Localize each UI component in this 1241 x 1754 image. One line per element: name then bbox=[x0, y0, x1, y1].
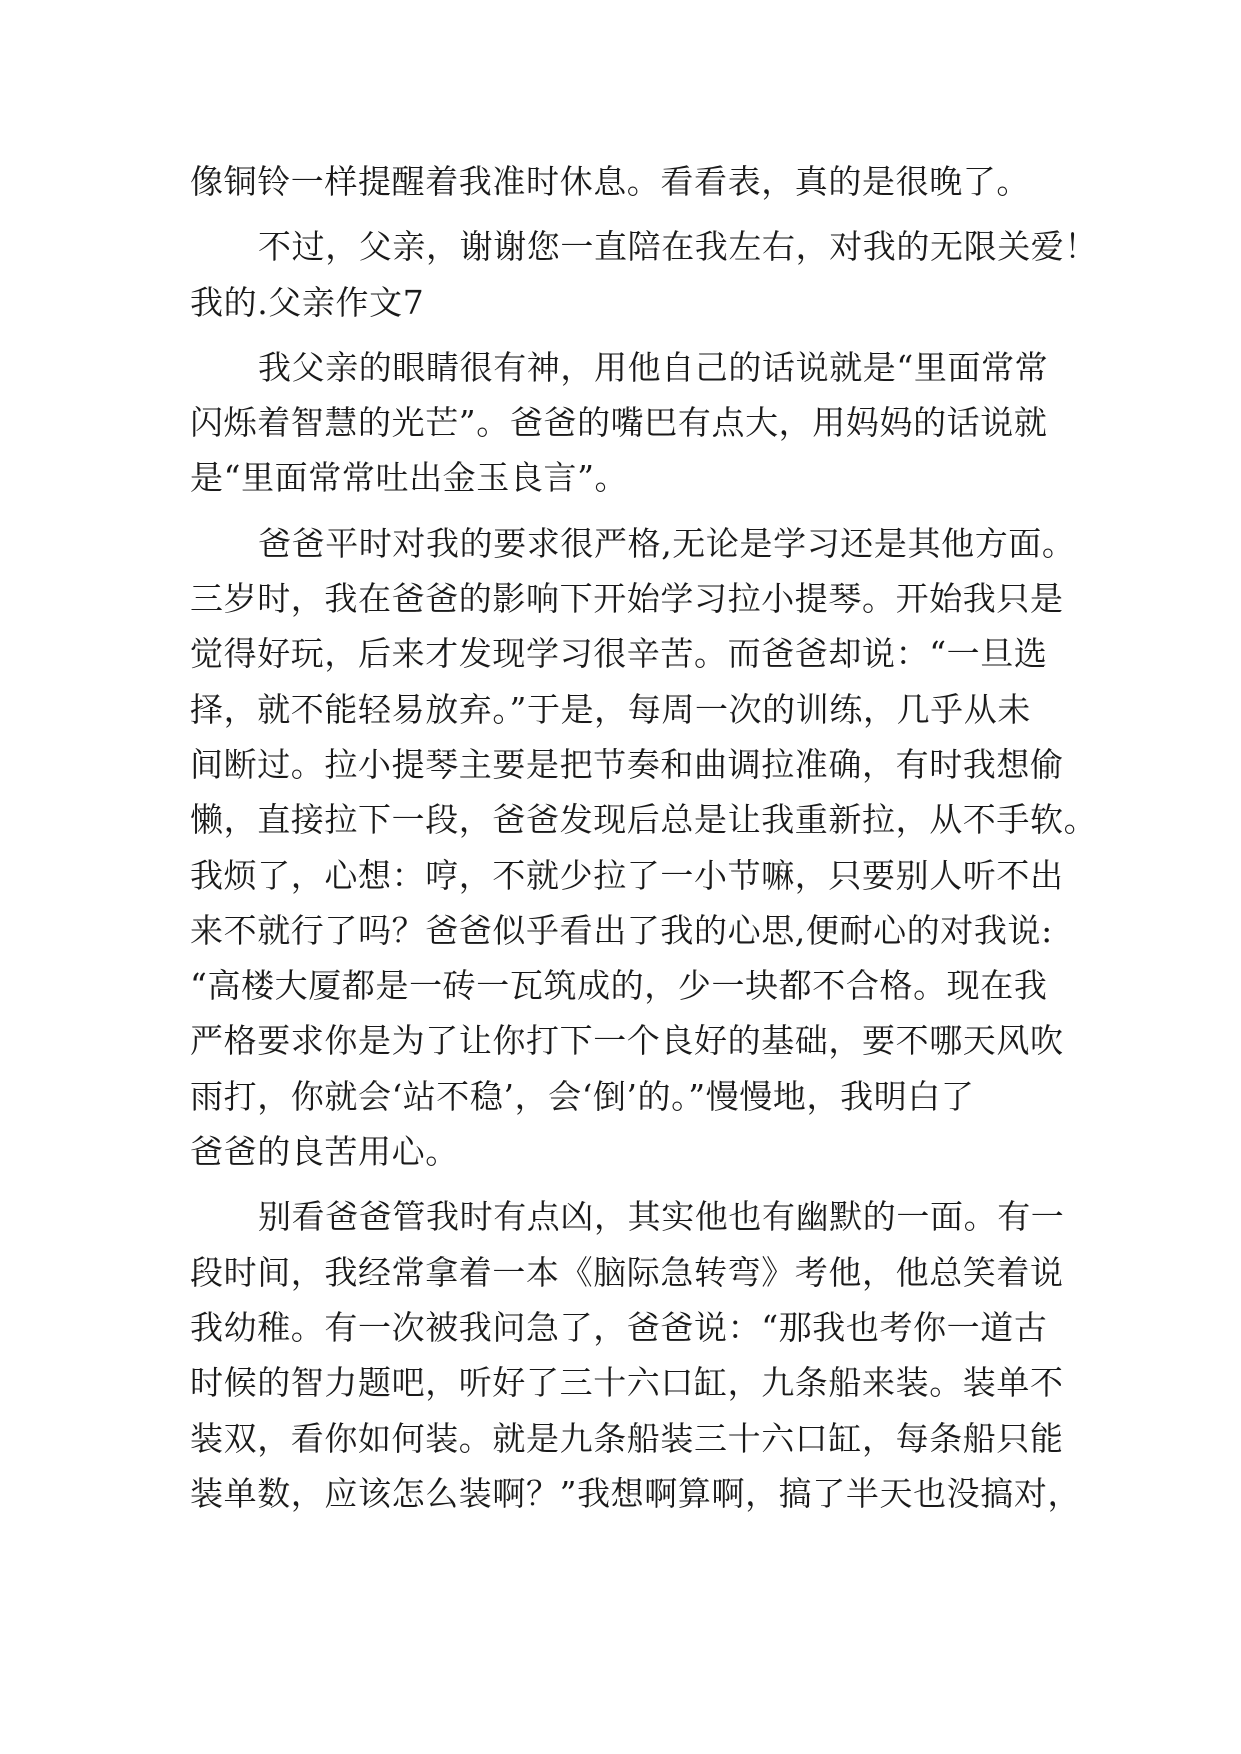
text-line: 懒，直接拉下一段，爸爸发现后总是让我重新拉，从不手软。 bbox=[190, 800, 1098, 840]
text-line: 装单数，应该怎么装啊？”我想啊算啊，搞了半天也没搞对， bbox=[190, 1473, 1082, 1513]
text-line: 间断过。拉小提琴主要是把节奏和曲调拉准确，有时我想偷 bbox=[190, 744, 1064, 784]
text-line: 择，就不能轻易放弃。”于是，每周一次的训练，几乎从未 bbox=[190, 689, 1031, 729]
text-line: 不过，父亲，谢谢您一直陪在我左右，对我的无限关爱！ bbox=[258, 227, 1098, 267]
text-line: 段时间，我经常拿着一本《脑际急转弯》考他，他总笑着说 bbox=[190, 1252, 1064, 1292]
text-line: 严格要求你是为了让你打下一个良好的基础，要不哪天风吹 bbox=[190, 1021, 1064, 1061]
text-line: 别看爸爸管我时有点凶，其实他也有幽默的一面。有一 bbox=[258, 1197, 1065, 1237]
text-line: 是“里面常常吐出金玉良言”。 bbox=[190, 458, 629, 498]
text-line: 时候的智力题吧，听好了三十六口缸，九条船来装。装单不 bbox=[190, 1363, 1064, 1403]
text-line: 像铜铃一样提醒着我准时休息。看看表，真的是很晚了。 bbox=[190, 162, 1030, 201]
text-line: 三岁时，我在爸爸的影响下开始学习拉小提琴。开始我只是 bbox=[190, 579, 1064, 619]
text-line: “高楼大厦都是一砖一瓦筑成的，少一块都不合格。现在我 bbox=[190, 966, 1048, 1006]
text-line: 我烦了，心想：哼，不就少拉了一小节嘛，只要别人听不出 bbox=[190, 855, 1064, 895]
text-line: 闪烁着智慧的光芒”。爸爸的嘴巴有点大，用妈妈的话说就 bbox=[190, 403, 1048, 443]
section-heading: 我的.父亲作文7 bbox=[190, 282, 425, 322]
text-line: 我父亲的眼睛很有神，用他自己的话说就是“里面常常 bbox=[258, 347, 1049, 387]
text-line: 觉得好玩，后来才发现学习很辛苦。而爸爸却说：“一旦选 bbox=[190, 634, 1048, 674]
text-line: 装双，看你如何装。就是九条船装三十六口缸，每条船只能 bbox=[190, 1418, 1064, 1458]
text-line: 爸爸的良苦用心。 bbox=[190, 1132, 459, 1172]
text-line: 爸爸平时对我的要求很严格,无论是学习还是其他方面。 bbox=[258, 523, 1076, 563]
text-line: 我幼稚。有一次被我问急了，爸爸说：“那我也考你一道古 bbox=[190, 1307, 1048, 1347]
text-line: 雨打，你就会‘站不稳’，会‘倒’的。”慢慢地，我明白了 bbox=[190, 1076, 975, 1116]
document-body bbox=[190, 154, 1098, 1521]
text-line: 来不就行了吗？爸爸似乎看出了我的心思,便耐心的对我说: bbox=[190, 910, 1053, 950]
